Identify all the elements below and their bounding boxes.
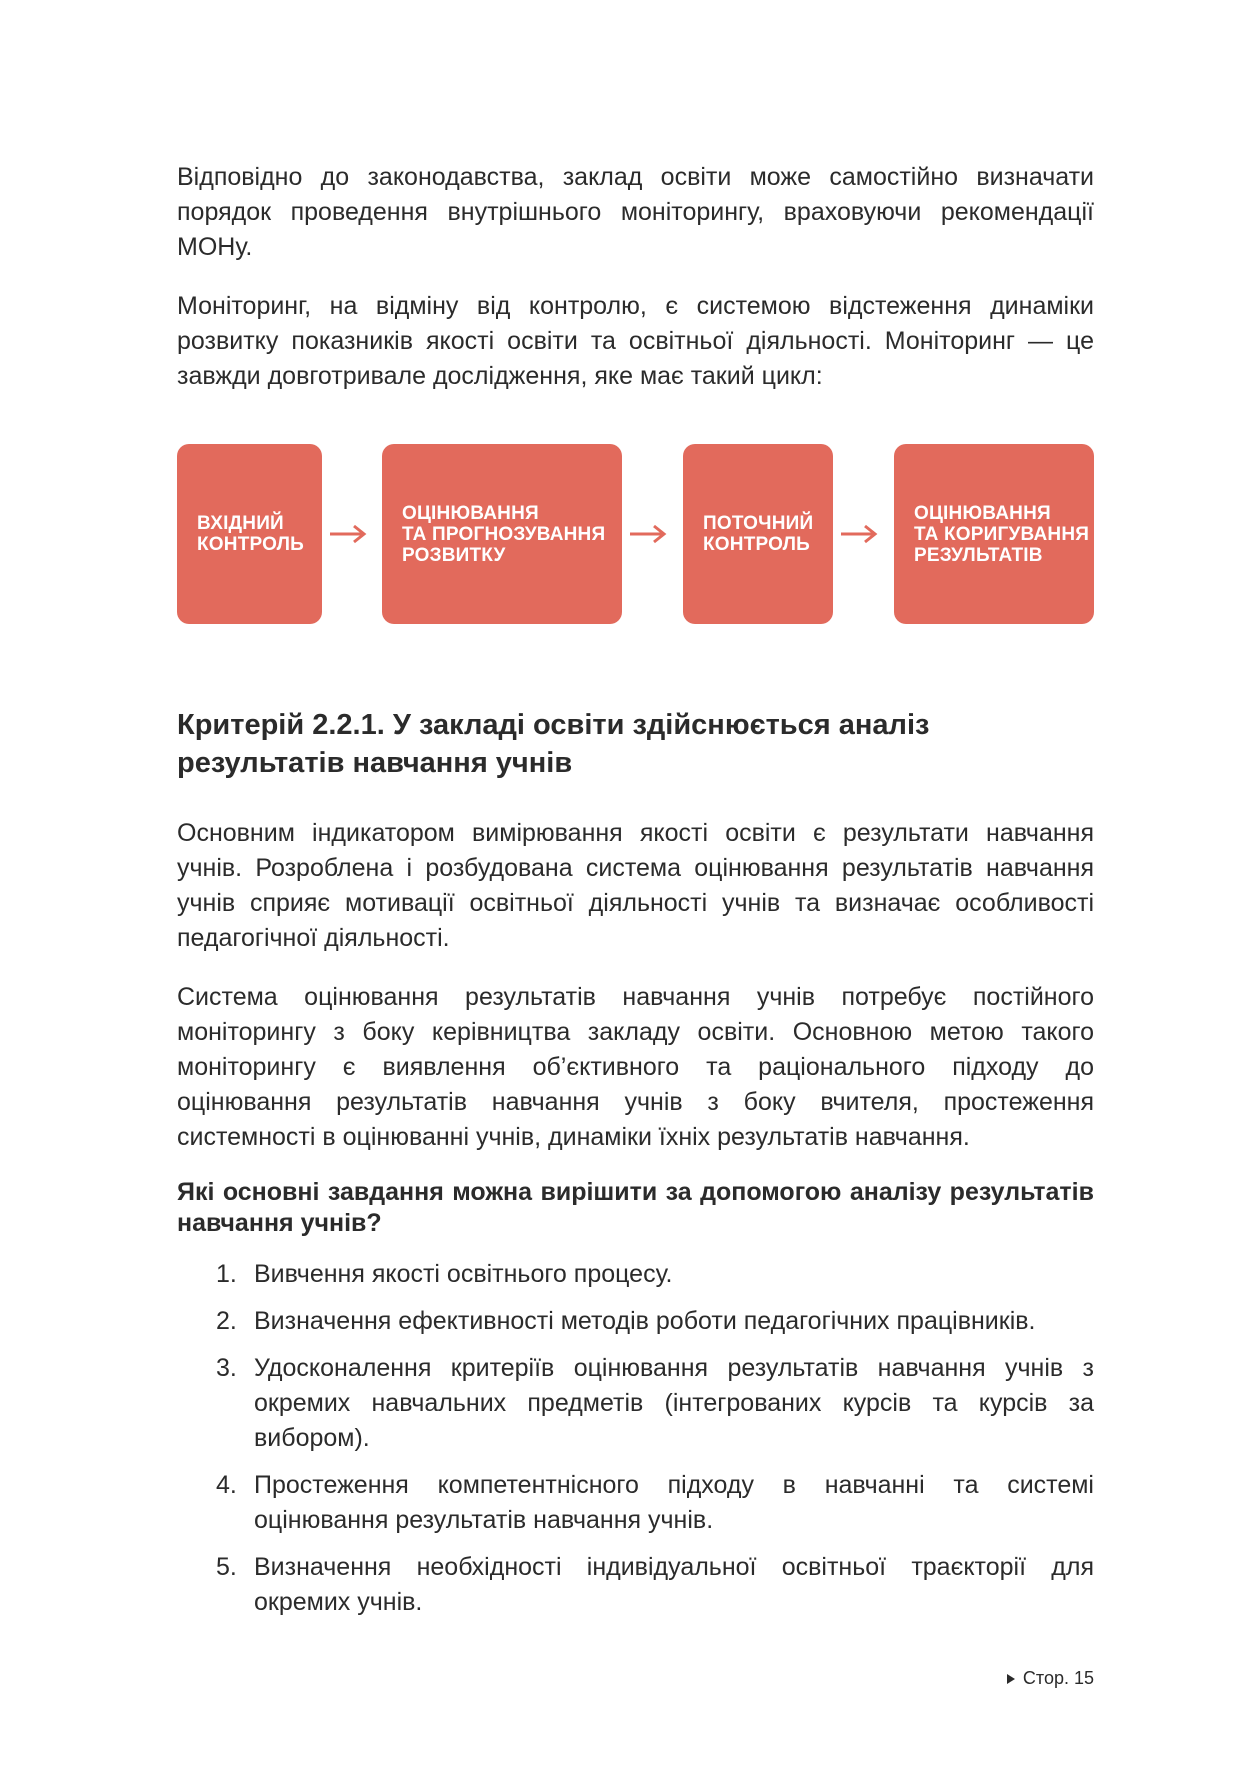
cycle-step-label: ОЦІНЮВАННЯ ТА КОРИГУВАННЯ РЕЗУЛЬТАТІВ [914,502,1090,566]
criterion-paragraph-1: Основним індикатором вимірювання якості освіти є результати навчання учнів. Розроблена і розбудована система оцінювання результатів навчання учнів сприяє мотивації освітньої діяльності учнів та визначає особливості педагогічної діяльності. [177,819,1094,952]
tasks-question: Які основні завдання можна вирішити за допомогою аналізу результатів навчання учнів? [177,1178,1094,1237]
cycle-step-current-control [683,444,833,624]
list-item: 4. Простеження компетентнісного підходу в навчанні та системі оцінювання результатів навчання учнів. [216,1471,1094,1534]
triangle-right-icon [1007,1674,1015,1684]
arrow-right-icon [841,522,883,546]
cycle-step-label: ОЦІНЮВАННЯ ТА ПРОГНОЗУВАННЯ РОЗВИТКУ [402,502,606,566]
arrow-right-icon [330,522,372,546]
intro-paragraph-1: Відповідно до законодавства, заклад освіти може самостійно визначати порядок проведення внутрішнього моніторингу, враховуючи рекомендації МОНу. [177,163,1094,261]
monitoring-cycle-diagram [177,444,1094,624]
page-number: Стор. 15 [1022,1668,1094,1688]
list-item: 5. Визначення необхідності індивідуальної освітньої траєкторії для окремих учнів. [216,1553,1094,1616]
cycle-step-entry-control [177,444,322,624]
list-item: 1. Вивчення якості освітнього процесу. [216,1260,673,1288]
page-footer [1007,1668,1094,1689]
list-item: 2. Визначення ефективності методів роботи педагогічних працівників. [216,1307,1036,1335]
cycle-step-assessment-forecast [382,444,622,624]
page-content [177,160,1094,1632]
tasks-list [177,1257,1094,1620]
intro-paragraph-2: Моніторинг, на відміну від контролю, є системою відстеження динаміки розвитку показників якості освіти та освітньої діяльності. Моніторинг — це завжди довготривале дослідження, яке має такий цикл: [177,292,1094,390]
criterion-paragraph-2: Система оцінювання результатів навчання учнів потребує постійного моніторингу з боку керівництва закладу освіти. Основною метою такого моніторингу є виявлення об’єктивного та раціонального підходу до оцінювання результатів навчання учнів з боку вчителя, простеження системності в оцінюванні учнів, динаміки їхніх результатів навчання. [177,983,1094,1151]
cycle-step-assessment-correction [894,444,1094,624]
cycle-step-label: ВХІДНИЙ КОНТРОЛЬ [197,513,305,555]
arrow-right-icon [630,522,672,546]
list-item: 3. Удосконалення критеріїв оцінювання результатів навчання учнів з окремих навчальних предметів (інтегрованих курсів та курсів за вибором). [216,1354,1094,1452]
criterion-heading: Критерій 2.2.1. У закладі освіти здійснюється аналіз результатів навчання учнів [177,709,930,779]
cycle-step-label: ПОТОЧНИЙ КОНТРОЛЬ [703,513,814,555]
